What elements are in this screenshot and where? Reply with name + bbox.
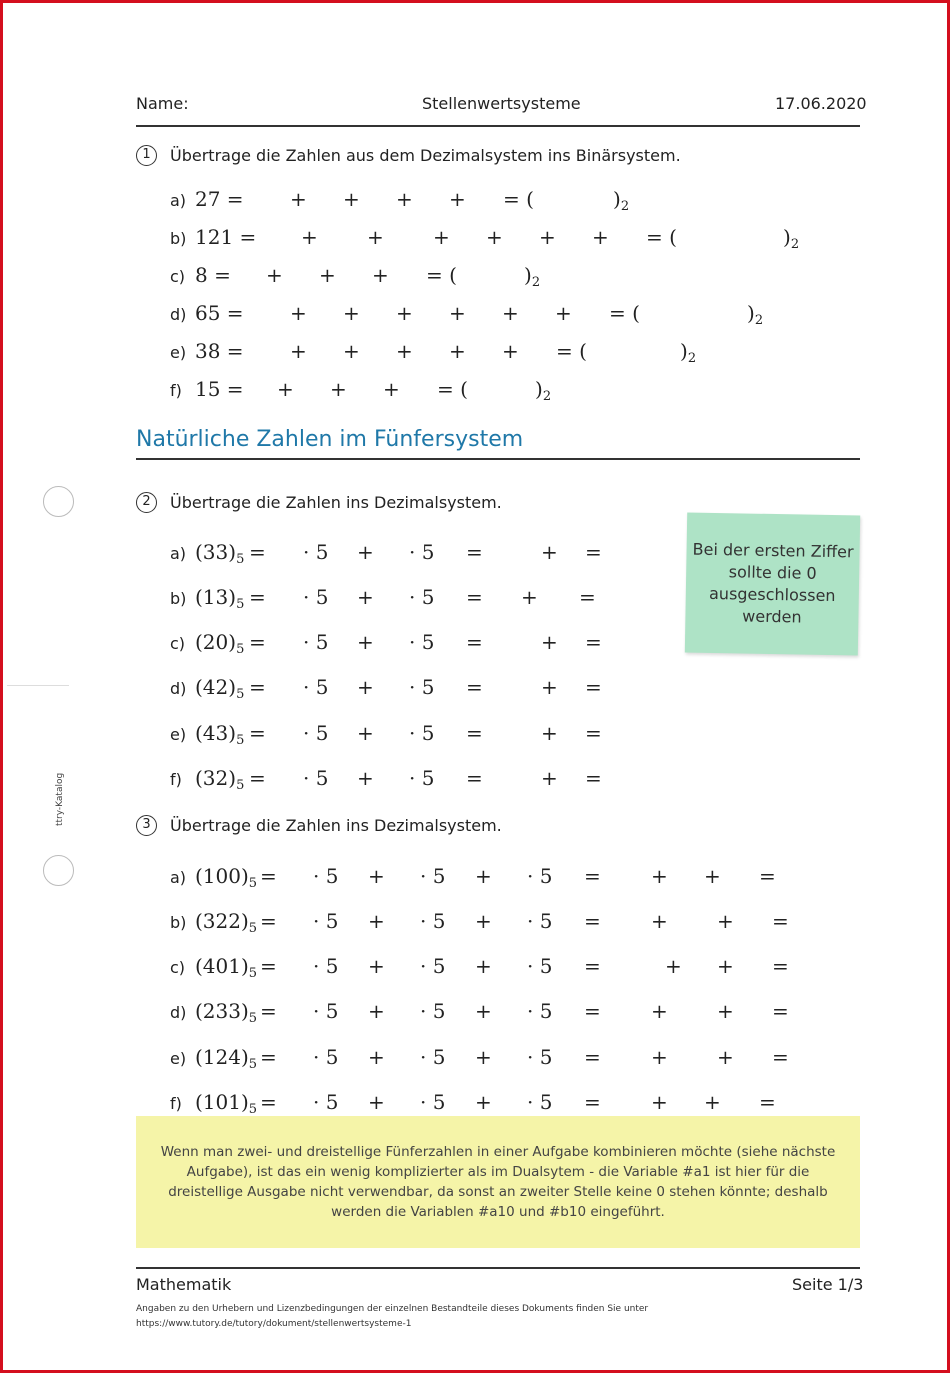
base-subscript: 2: [542, 389, 552, 404]
plus-sign: +: [449, 187, 466, 211]
number-digits: (233): [195, 999, 249, 1023]
plus-sign: +: [368, 909, 385, 933]
equals-sign: =: [466, 630, 483, 654]
equals-sign: =: [260, 1090, 277, 1114]
number-digits: (33): [195, 540, 237, 564]
close-paren: ): [680, 339, 688, 363]
equals-sign: =: [260, 909, 277, 933]
times-five: · 5: [420, 909, 446, 933]
q3-row-label: c): [170, 958, 186, 977]
equals-sign: =: [759, 1090, 776, 1114]
number-digits: (401): [195, 954, 249, 978]
q3-row-number: [195, 1045, 257, 1072]
equals-sign: =: [584, 954, 601, 978]
plus-sign: +: [665, 954, 682, 978]
equals-sign: =: [584, 1090, 601, 1114]
q3-row-label: a): [170, 868, 187, 887]
equals-sign: =: [249, 540, 266, 564]
q2-row-label: c): [170, 634, 186, 653]
number-digits: (13): [195, 585, 237, 609]
equals-sign: =: [759, 864, 776, 888]
plus-sign: +: [475, 1090, 492, 1114]
plus-sign: +: [717, 999, 734, 1023]
times-five: · 5: [527, 909, 553, 933]
equals-sign: =: [249, 721, 266, 745]
credits-line-1: Angaben zu den Urhebern und Lizenzbedingungen der einzelnen Bestandteile dieses Dokuments finden Sie unter: [136, 1304, 649, 1314]
number-digits: (32): [195, 766, 237, 790]
plus-sign: +: [396, 301, 413, 325]
times-five: · 5: [313, 999, 339, 1023]
times-five: · 5: [409, 721, 435, 745]
plus-sign: +: [357, 766, 374, 790]
number-digits: (101): [195, 1090, 249, 1114]
plus-sign: +: [592, 225, 609, 249]
plus-sign: +: [717, 1045, 734, 1069]
base-subscript: 5: [236, 642, 245, 657]
equals-sign: =: [579, 585, 596, 609]
question-1-text: Übertrage die Zahlen aus dem Dezimalsystem ins Binärsystem.: [170, 146, 681, 165]
q3-row-number: [195, 954, 257, 981]
q1-row-label: f): [170, 381, 182, 400]
equals-sign: =: [585, 766, 602, 790]
q2-row-label: f): [170, 770, 182, 789]
times-five: · 5: [420, 1090, 446, 1114]
equals-sign: =: [585, 675, 602, 699]
plus-sign: +: [396, 339, 413, 363]
plus-sign: +: [541, 675, 558, 699]
q3-row-label: e): [170, 1049, 187, 1068]
base-subscript: 5: [236, 687, 245, 702]
side-text: ttry-Katalog: [55, 772, 65, 826]
q1-row-label: b): [170, 229, 187, 248]
plus-sign: +: [357, 585, 374, 609]
times-five: · 5: [420, 954, 446, 978]
plus-sign: +: [449, 339, 466, 363]
equals-sign: =: [249, 675, 266, 699]
plus-sign: +: [357, 675, 374, 699]
plus-sign: +: [717, 909, 734, 933]
punch-hole-top: [43, 486, 74, 517]
number-digits: (20): [195, 630, 237, 654]
equals-sign: =: [772, 999, 789, 1023]
equals-sign: =: [249, 766, 266, 790]
times-five: · 5: [527, 999, 553, 1023]
base-subscript: 2: [687, 351, 697, 366]
q2-row-number: [195, 721, 244, 748]
times-five: · 5: [409, 675, 435, 699]
number-digits: (100): [195, 864, 249, 888]
equals-sign: =: [584, 864, 601, 888]
credits-link[interactable]: https://www.tutory.de/tutory/dokument/stellenwertsysteme-1: [136, 1319, 412, 1329]
plus-sign: +: [486, 225, 503, 249]
q1-row-number: 65 =: [195, 301, 244, 325]
equals-sign: =: [584, 999, 601, 1023]
base-subscript: 2: [531, 275, 541, 290]
close-paren-base: [524, 263, 540, 290]
q2-row-label: b): [170, 589, 187, 608]
q3-row-number: [195, 1090, 257, 1117]
equals-sign: =: [584, 909, 601, 933]
plus-sign: +: [357, 540, 374, 564]
plus-sign: +: [301, 225, 318, 249]
base-subscript: 5: [248, 966, 258, 981]
times-five: · 5: [303, 766, 329, 790]
q1-row-label: a): [170, 191, 187, 210]
plus-sign: +: [290, 301, 307, 325]
plus-sign: +: [343, 339, 360, 363]
equals-sign: =: [772, 1045, 789, 1069]
equals-sign: =: [584, 1045, 601, 1069]
times-five: · 5: [313, 954, 339, 978]
equals-sign: =: [585, 721, 602, 745]
section-title: Natürliche Zahlen im Fünfersystem: [136, 427, 524, 452]
times-five: · 5: [313, 864, 339, 888]
plus-sign: +: [290, 339, 307, 363]
times-five: · 5: [409, 630, 435, 654]
plus-sign: +: [319, 263, 336, 287]
sticky-note: Bei der ersten Ziffer sollte die 0 ausgeschlossen werden: [685, 513, 860, 656]
equals-sign: =: [249, 585, 266, 609]
section-rule: [136, 458, 860, 460]
question-1-number: 1: [136, 145, 157, 166]
base-subscript: 5: [248, 1057, 258, 1072]
close-paren: ): [613, 187, 621, 211]
close-paren: ): [535, 377, 543, 401]
close-paren: ): [747, 301, 755, 325]
q1-row-number: 27 =: [195, 187, 244, 211]
equals-sign: =: [260, 864, 277, 888]
base-subscript: 5: [248, 1011, 258, 1026]
equals-sign: =: [585, 540, 602, 564]
header-rule: [136, 125, 860, 127]
number-digits: (43): [195, 721, 237, 745]
times-five: · 5: [303, 675, 329, 699]
q3-row-number: [195, 999, 257, 1026]
number-digits: (322): [195, 909, 249, 933]
equals-open-paren: = (: [426, 263, 457, 287]
times-five: · 5: [527, 1045, 553, 1069]
times-five: · 5: [303, 630, 329, 654]
document-title: Stellenwertsysteme: [422, 94, 581, 113]
plus-sign: +: [502, 339, 519, 363]
q1-row-label: d): [170, 305, 187, 324]
equals-sign: =: [260, 1045, 277, 1069]
times-five: · 5: [409, 540, 435, 564]
equals-sign: =: [249, 630, 266, 654]
close-paren-base: [747, 301, 763, 328]
q3-row-label: b): [170, 913, 187, 932]
plus-sign: +: [539, 225, 556, 249]
equals-open-paren: = (: [556, 339, 587, 363]
plus-sign: +: [368, 1090, 385, 1114]
q2-row-label: d): [170, 679, 187, 698]
question-2-number: 2: [136, 492, 157, 513]
plus-sign: +: [368, 864, 385, 888]
times-five: · 5: [409, 585, 435, 609]
equals-open-paren: = (: [437, 377, 468, 401]
close-paren-base: [680, 339, 696, 366]
equals-sign: =: [585, 630, 602, 654]
document-date: 17.06.2020: [775, 94, 867, 113]
plus-sign: +: [704, 864, 721, 888]
plus-sign: +: [651, 999, 668, 1023]
question-3-number: 3: [136, 815, 157, 836]
base-subscript: 2: [790, 237, 800, 252]
times-five: · 5: [313, 909, 339, 933]
equals-sign: =: [466, 675, 483, 699]
plus-sign: +: [433, 225, 450, 249]
close-paren-base: [613, 187, 629, 214]
q3-row-label: f): [170, 1094, 182, 1113]
plus-sign: +: [502, 301, 519, 325]
plus-sign: +: [717, 954, 734, 978]
times-five: · 5: [527, 864, 553, 888]
plus-sign: +: [475, 954, 492, 978]
plus-sign: +: [357, 630, 374, 654]
times-five: · 5: [527, 1090, 553, 1114]
equals-sign: =: [466, 540, 483, 564]
equals-sign: =: [260, 999, 277, 1023]
times-five: · 5: [303, 721, 329, 745]
plus-sign: +: [475, 864, 492, 888]
footer-subject: Mathematik: [136, 1275, 232, 1294]
base-subscript: 5: [248, 921, 258, 936]
equals-open-paren: = (: [503, 187, 534, 211]
footer-rule: [136, 1267, 860, 1269]
worksheet-page: [3, 3, 947, 1370]
plus-sign: +: [396, 187, 413, 211]
plus-sign: +: [651, 864, 668, 888]
times-five: · 5: [303, 540, 329, 564]
q3-row-number: [195, 909, 257, 936]
q2-row-number: [195, 630, 244, 657]
footer-page: Seite 1/3: [792, 1275, 864, 1294]
times-five: · 5: [527, 954, 553, 978]
equals-sign: =: [466, 721, 483, 745]
equals-sign: =: [260, 954, 277, 978]
plus-sign: +: [266, 263, 283, 287]
equals-sign: =: [466, 766, 483, 790]
close-paren-base: [783, 225, 799, 252]
plus-sign: +: [343, 187, 360, 211]
base-subscript: 5: [236, 778, 245, 793]
q2-row-number: [195, 540, 244, 567]
q1-row-number: 121 =: [195, 225, 257, 249]
times-five: · 5: [420, 999, 446, 1023]
question-2-text: Übertrage die Zahlen ins Dezimalsystem.: [170, 493, 502, 512]
q3-row-number: [195, 864, 257, 891]
number-digits: (124): [195, 1045, 249, 1069]
base-subscript: 5: [236, 597, 245, 612]
times-five: · 5: [303, 585, 329, 609]
equals-open-paren: = (: [646, 225, 677, 249]
plus-sign: +: [475, 999, 492, 1023]
plus-sign: +: [368, 999, 385, 1023]
q2-row-number: [195, 766, 244, 793]
plus-sign: +: [343, 301, 360, 325]
equals-sign: =: [772, 909, 789, 933]
close-paren: ): [524, 263, 532, 287]
teacher-note: Wenn man zwei- und dreistellige Fünferzahlen in einer Aufgabe kombinieren möchte (siehe nächste Aufgabe), ist das ein wenig komplizierter als im Dualsytem - die Variable #a1 ist hier für die dreistellige Ausgabe nicht verwendbar, da sonst an zweiter Stelle keine 0 stehen könnte; deshalb werden die Variablen #a10 und #b10 eingeführt.: [136, 1116, 860, 1248]
q2-row-label: e): [170, 725, 187, 744]
plus-sign: +: [449, 301, 466, 325]
plus-sign: +: [475, 1045, 492, 1069]
plus-sign: +: [367, 225, 384, 249]
q1-row-number: 8 =: [195, 263, 231, 287]
base-subscript: 2: [620, 199, 630, 214]
question-3-text: Übertrage die Zahlen ins Dezimalsystem.: [170, 816, 502, 835]
q2-row-number: [195, 585, 244, 612]
punch-hole-bottom: [43, 855, 74, 886]
plus-sign: +: [651, 909, 668, 933]
plus-sign: +: [541, 630, 558, 654]
plus-sign: +: [541, 766, 558, 790]
q1-row-number: 15 =: [195, 377, 244, 401]
equals-sign: =: [466, 585, 483, 609]
base-subscript: 2: [754, 313, 764, 328]
close-paren: ): [783, 225, 791, 249]
equals-sign: =: [772, 954, 789, 978]
plus-sign: +: [368, 1045, 385, 1069]
plus-sign: +: [475, 909, 492, 933]
base-subscript: 5: [248, 876, 258, 891]
plus-sign: +: [368, 954, 385, 978]
times-five: · 5: [420, 1045, 446, 1069]
plus-sign: +: [541, 540, 558, 564]
base-subscript: 5: [236, 733, 245, 748]
close-paren-base: [535, 377, 551, 404]
plus-sign: +: [290, 187, 307, 211]
q2-row-label: a): [170, 544, 187, 563]
base-subscript: 5: [248, 1102, 258, 1117]
plus-sign: +: [651, 1090, 668, 1114]
fold-mark: [7, 685, 69, 686]
plus-sign: +: [541, 721, 558, 745]
plus-sign: +: [521, 585, 538, 609]
times-five: · 5: [313, 1090, 339, 1114]
q3-row-label: d): [170, 1003, 187, 1022]
times-five: · 5: [409, 766, 435, 790]
q1-row-label: e): [170, 343, 187, 362]
plus-sign: +: [277, 377, 294, 401]
base-subscript: 5: [236, 552, 245, 567]
plus-sign: +: [372, 263, 389, 287]
plus-sign: +: [357, 721, 374, 745]
equals-open-paren: = (: [609, 301, 640, 325]
number-digits: (42): [195, 675, 237, 699]
q1-row-number: 38 =: [195, 339, 244, 363]
plus-sign: +: [330, 377, 347, 401]
plus-sign: +: [704, 1090, 721, 1114]
times-five: · 5: [313, 1045, 339, 1069]
plus-sign: +: [651, 1045, 668, 1069]
plus-sign: +: [555, 301, 572, 325]
times-five: · 5: [420, 864, 446, 888]
q1-row-label: c): [170, 267, 186, 286]
q2-row-number: [195, 675, 244, 702]
plus-sign: +: [383, 377, 400, 401]
name-label: Name:: [136, 94, 189, 113]
